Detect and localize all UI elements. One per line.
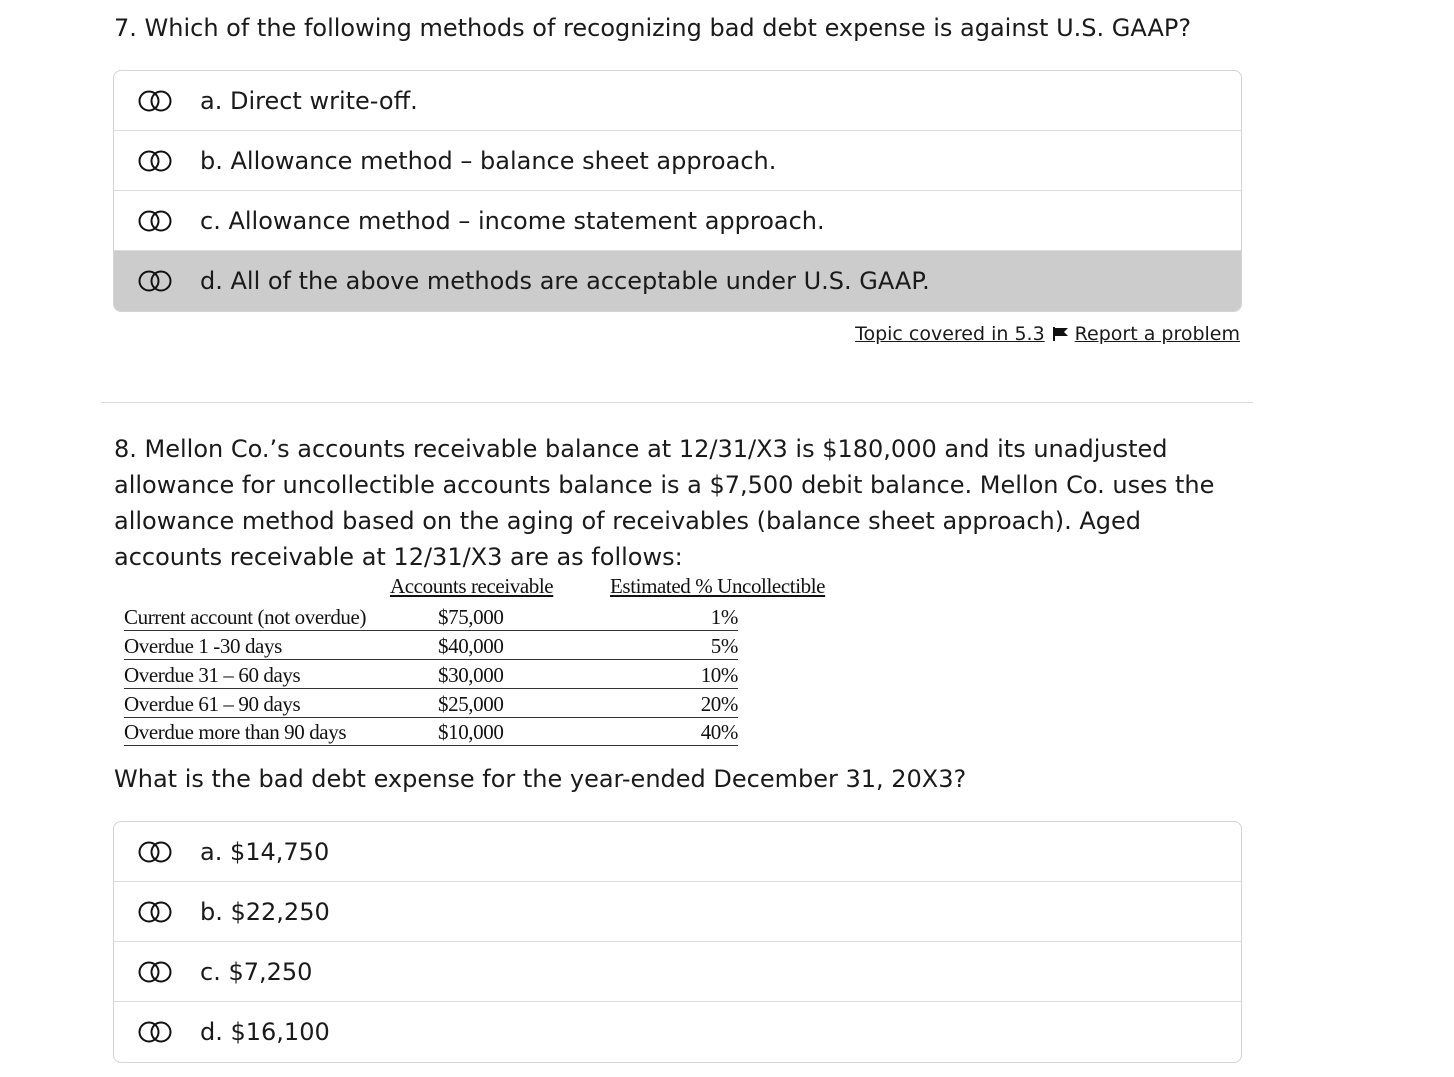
option-label: a. $14,750: [200, 837, 330, 866]
row-pct: 40%: [700, 720, 738, 744]
radio-strike-icon[interactable]: [138, 961, 174, 983]
row-amount: $10,000: [438, 720, 504, 744]
q8-option-d[interactable]: [114, 1002, 1241, 1062]
option-label: d. $16,100: [200, 1018, 330, 1046]
question-8-stem: 8. Mellon Co.’s accounts receivable balance at 12/31/X3 is $180,000 and its unadjusted allowance for uncollectible accounts balance is a $7,500 debit balance. Mellon Co. uses the allowance method based on the aging of receivables (balance sheet approach). Aged accounts receivable at 12/31/X3 are as follows:: [114, 435, 1215, 571]
question-divider: [101, 402, 1253, 403]
header-accounts-receivable: Accounts receivable: [390, 574, 554, 598]
question-8-prompt: What is the bad debt expense for the year-ended December 31, 20X3?: [114, 765, 967, 793]
q8-option-b[interactable]: [114, 882, 1241, 942]
table-row: [124, 631, 738, 660]
radio-strike-icon[interactable]: [138, 1021, 174, 1043]
q8-option-c[interactable]: [114, 942, 1241, 1002]
row-amount: $40,000: [438, 634, 504, 658]
table-row: [124, 602, 738, 631]
table-row: [124, 717, 738, 746]
q7-option-c[interactable]: [114, 191, 1241, 251]
report-problem-link[interactable]: Report a problem: [1074, 323, 1240, 345]
question-8-options: [113, 821, 1242, 1063]
q7-option-d[interactable]: [114, 251, 1241, 311]
option-label: c. $7,250: [200, 957, 313, 986]
header-estimated-pct: Estimated % Uncollectible: [610, 574, 826, 598]
radio-strike-icon[interactable]: [138, 841, 174, 863]
radio-strike-icon[interactable]: [138, 901, 174, 923]
row-label: Overdue 1 -30 days: [124, 634, 282, 658]
row-amount: $75,000: [438, 605, 504, 629]
option-label: b. $22,250: [200, 897, 330, 926]
row-amount: $25,000: [438, 692, 504, 716]
radio-strike-icon[interactable]: [138, 90, 174, 112]
row-label: Current account (not overdue): [124, 605, 367, 629]
table-row: [124, 660, 738, 689]
question-7-links: [855, 323, 1240, 345]
q7-option-a[interactable]: [114, 71, 1241, 131]
row-pct: 1%: [710, 605, 738, 629]
row-pct: 5%: [710, 634, 738, 658]
option-label: a. Direct write-off.: [200, 86, 418, 115]
topic-link[interactable]: Topic covered in 5.3: [855, 323, 1045, 345]
row-amount: $30,000: [438, 663, 504, 687]
option-label: b. Allowance method – balance sheet approach.: [200, 146, 777, 175]
row-label: Overdue 61 – 90 days: [124, 692, 301, 716]
radio-strike-icon[interactable]: [138, 150, 174, 172]
option-label: d. All of the above methods are acceptable under U.S. GAAP.: [200, 267, 930, 295]
question-7-stem: 7. Which of the following methods of recognizing bad debt expense is against U.S. GAAP?: [114, 14, 1192, 42]
radio-strike-icon[interactable]: [138, 270, 174, 292]
q8-option-a[interactable]: [114, 822, 1241, 882]
option-label: c. Allowance method – income statement approach.: [200, 206, 825, 235]
row-label: Overdue 31 – 60 days: [124, 663, 301, 687]
question-7-options: [113, 70, 1242, 312]
radio-strike-icon[interactable]: [138, 210, 174, 232]
row-label: Overdue more than 90 days: [124, 720, 347, 744]
q7-option-b[interactable]: [114, 131, 1241, 191]
table-row: [124, 689, 738, 718]
flag-icon: [1053, 327, 1069, 341]
row-pct: 10%: [700, 663, 738, 687]
row-pct: 20%: [700, 692, 738, 716]
